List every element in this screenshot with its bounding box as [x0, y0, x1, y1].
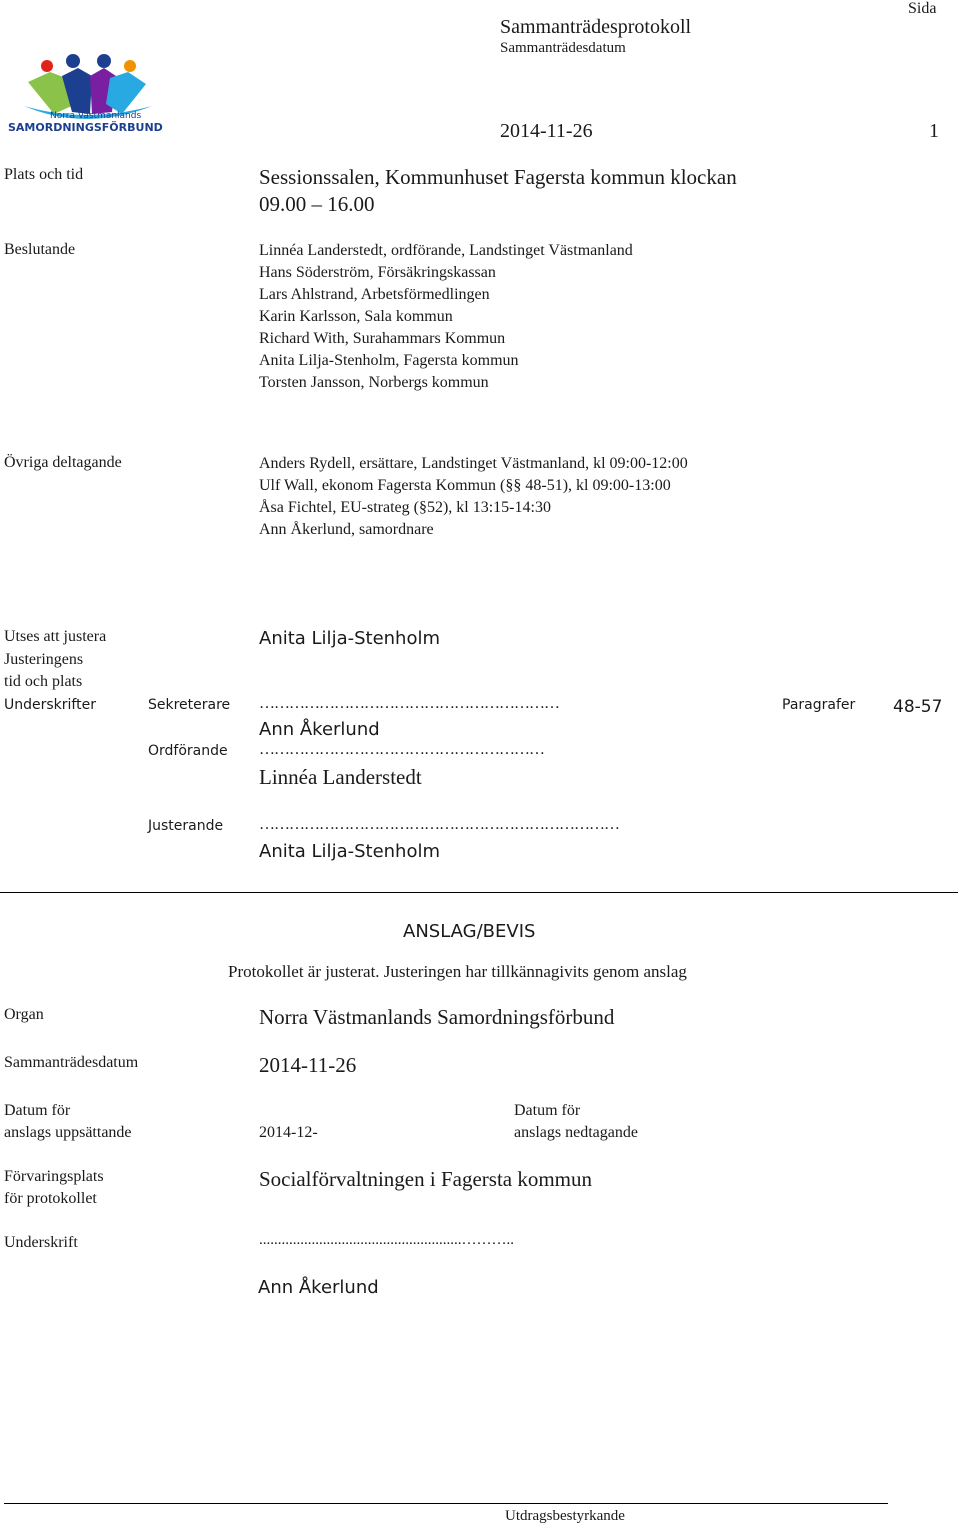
footer-label: Utdragsbestyrkande [505, 1508, 625, 1524]
organ-label: Organ [4, 1006, 44, 1023]
page-number: 1 [929, 120, 939, 142]
list-item: Hans Söderström, Försäkringskassan [259, 264, 496, 281]
logo-text-top: Norra Västmanlands [50, 111, 142, 121]
organ-value: Norra Västmanlands Samordningsförbund [259, 1005, 615, 1029]
page-label: Sida [908, 0, 937, 17]
ordforande-name: Linnéa Landerstedt [259, 765, 422, 789]
list-item: Åsa Fichtel, EU-strateg (§52), kl 13:15-14:30 [259, 499, 551, 516]
uppsattande-value: 2014-12- [259, 1124, 318, 1141]
header-date: 2014-11-26 [500, 120, 593, 142]
section-divider [0, 892, 958, 893]
uppsattande-label-2: anslags uppsättande [4, 1124, 132, 1141]
utses-name: Anita Lilja-Stenholm [259, 628, 441, 649]
others-list [259, 453, 688, 541]
paragrafer-label: Paragrafer [782, 697, 856, 713]
list-item: Ulf Wall, ekonom Fagersta Kommun (§§ 48-51), kl 09:00-13:00 [259, 477, 671, 494]
sammantradesdatum-label: Sammanträdesdatum [4, 1054, 139, 1071]
deciding-list [259, 240, 633, 394]
footer-divider [4, 1503, 888, 1504]
justerande-label: Justerande [148, 818, 224, 834]
logo-text-bottom: SAMORDNINGSFÖRBUND [8, 121, 163, 134]
samordningsforbund-logo [6, 54, 166, 134]
list-item: Anita Lilja-Stenholm, Fagersta kommun [259, 352, 519, 369]
list-item: Ann Åkerlund, samordnare [259, 521, 434, 538]
others-label: Övriga deltagande [4, 454, 122, 471]
forvaring-label-1: Förvaringsplats [4, 1168, 104, 1185]
place-line-1: Sessionssalen, Kommunhuset Fagersta kommun klockan [259, 165, 737, 189]
anslag-heading: ANSLAG/BEVIS [403, 921, 536, 942]
sekreterare-name: Ann Åkerlund [259, 719, 380, 740]
justeringens-label-2: tid och plats [4, 673, 83, 690]
sekreterare-signature-line: …………………………………………………… [259, 695, 559, 712]
underskrift-label: Underskrift [4, 1234, 78, 1251]
list-item: Karin Karlsson, Sala kommun [259, 308, 453, 325]
underskrift-signature-line: ......................................................……….. [259, 1232, 514, 1248]
deciding-label: Beslutande [4, 241, 76, 258]
place-line-2: 09.00 – 16.00 [259, 192, 375, 216]
place-label: Plats och tid [4, 166, 84, 183]
list-item: Linnéa Landerstedt, ordförande, Landstinget Västmanland [259, 242, 633, 259]
nedtagande-label-2: anslags nedtagande [514, 1124, 638, 1141]
sammantradesdatum-value: 2014-11-26 [259, 1053, 357, 1077]
ordforande-label: Ordförande [148, 743, 228, 759]
list-item: Lars Ahlstrand, Arbetsförmedlingen [259, 286, 490, 303]
anslag-intro: Protokollet är justerat. Justeringen har tillkännagivits genom anslag [228, 962, 687, 981]
utses-label: Utses att justera [4, 628, 107, 645]
justeringens-label-1: Justeringens [4, 651, 84, 668]
underskrifter-label: Underskrifter [4, 697, 96, 713]
list-item: Torsten Jansson, Norbergs kommun [259, 374, 489, 391]
uppsattande-label-1: Datum för [4, 1102, 71, 1119]
forvaring-label-2: för protokollet [4, 1190, 97, 1207]
ordforande-signature-line: ………………………………………………… [259, 741, 544, 758]
document-title: Sammanträdesprotokoll [500, 16, 692, 38]
list-item: Anders Rydell, ersättare, Landstinget Västmanland, kl 09:00-12:00 [259, 455, 688, 472]
forvaring-value: Socialförvaltningen i Fagersta kommun [259, 1167, 593, 1191]
justerande-signature-line: ……………………………………………………………… [259, 816, 619, 833]
document-subtitle: Sammanträdesdatum [500, 40, 626, 56]
underskrift-name: Ann Åkerlund [258, 1277, 379, 1298]
paragrafer-value: 48-57 [893, 697, 943, 717]
list-item: Richard With, Surahammars Kommun [259, 330, 506, 347]
nedtagande-label-1: Datum för [514, 1102, 581, 1119]
justerande-name: Anita Lilja-Stenholm [259, 841, 441, 862]
sekreterare-label: Sekreterare [148, 697, 231, 713]
